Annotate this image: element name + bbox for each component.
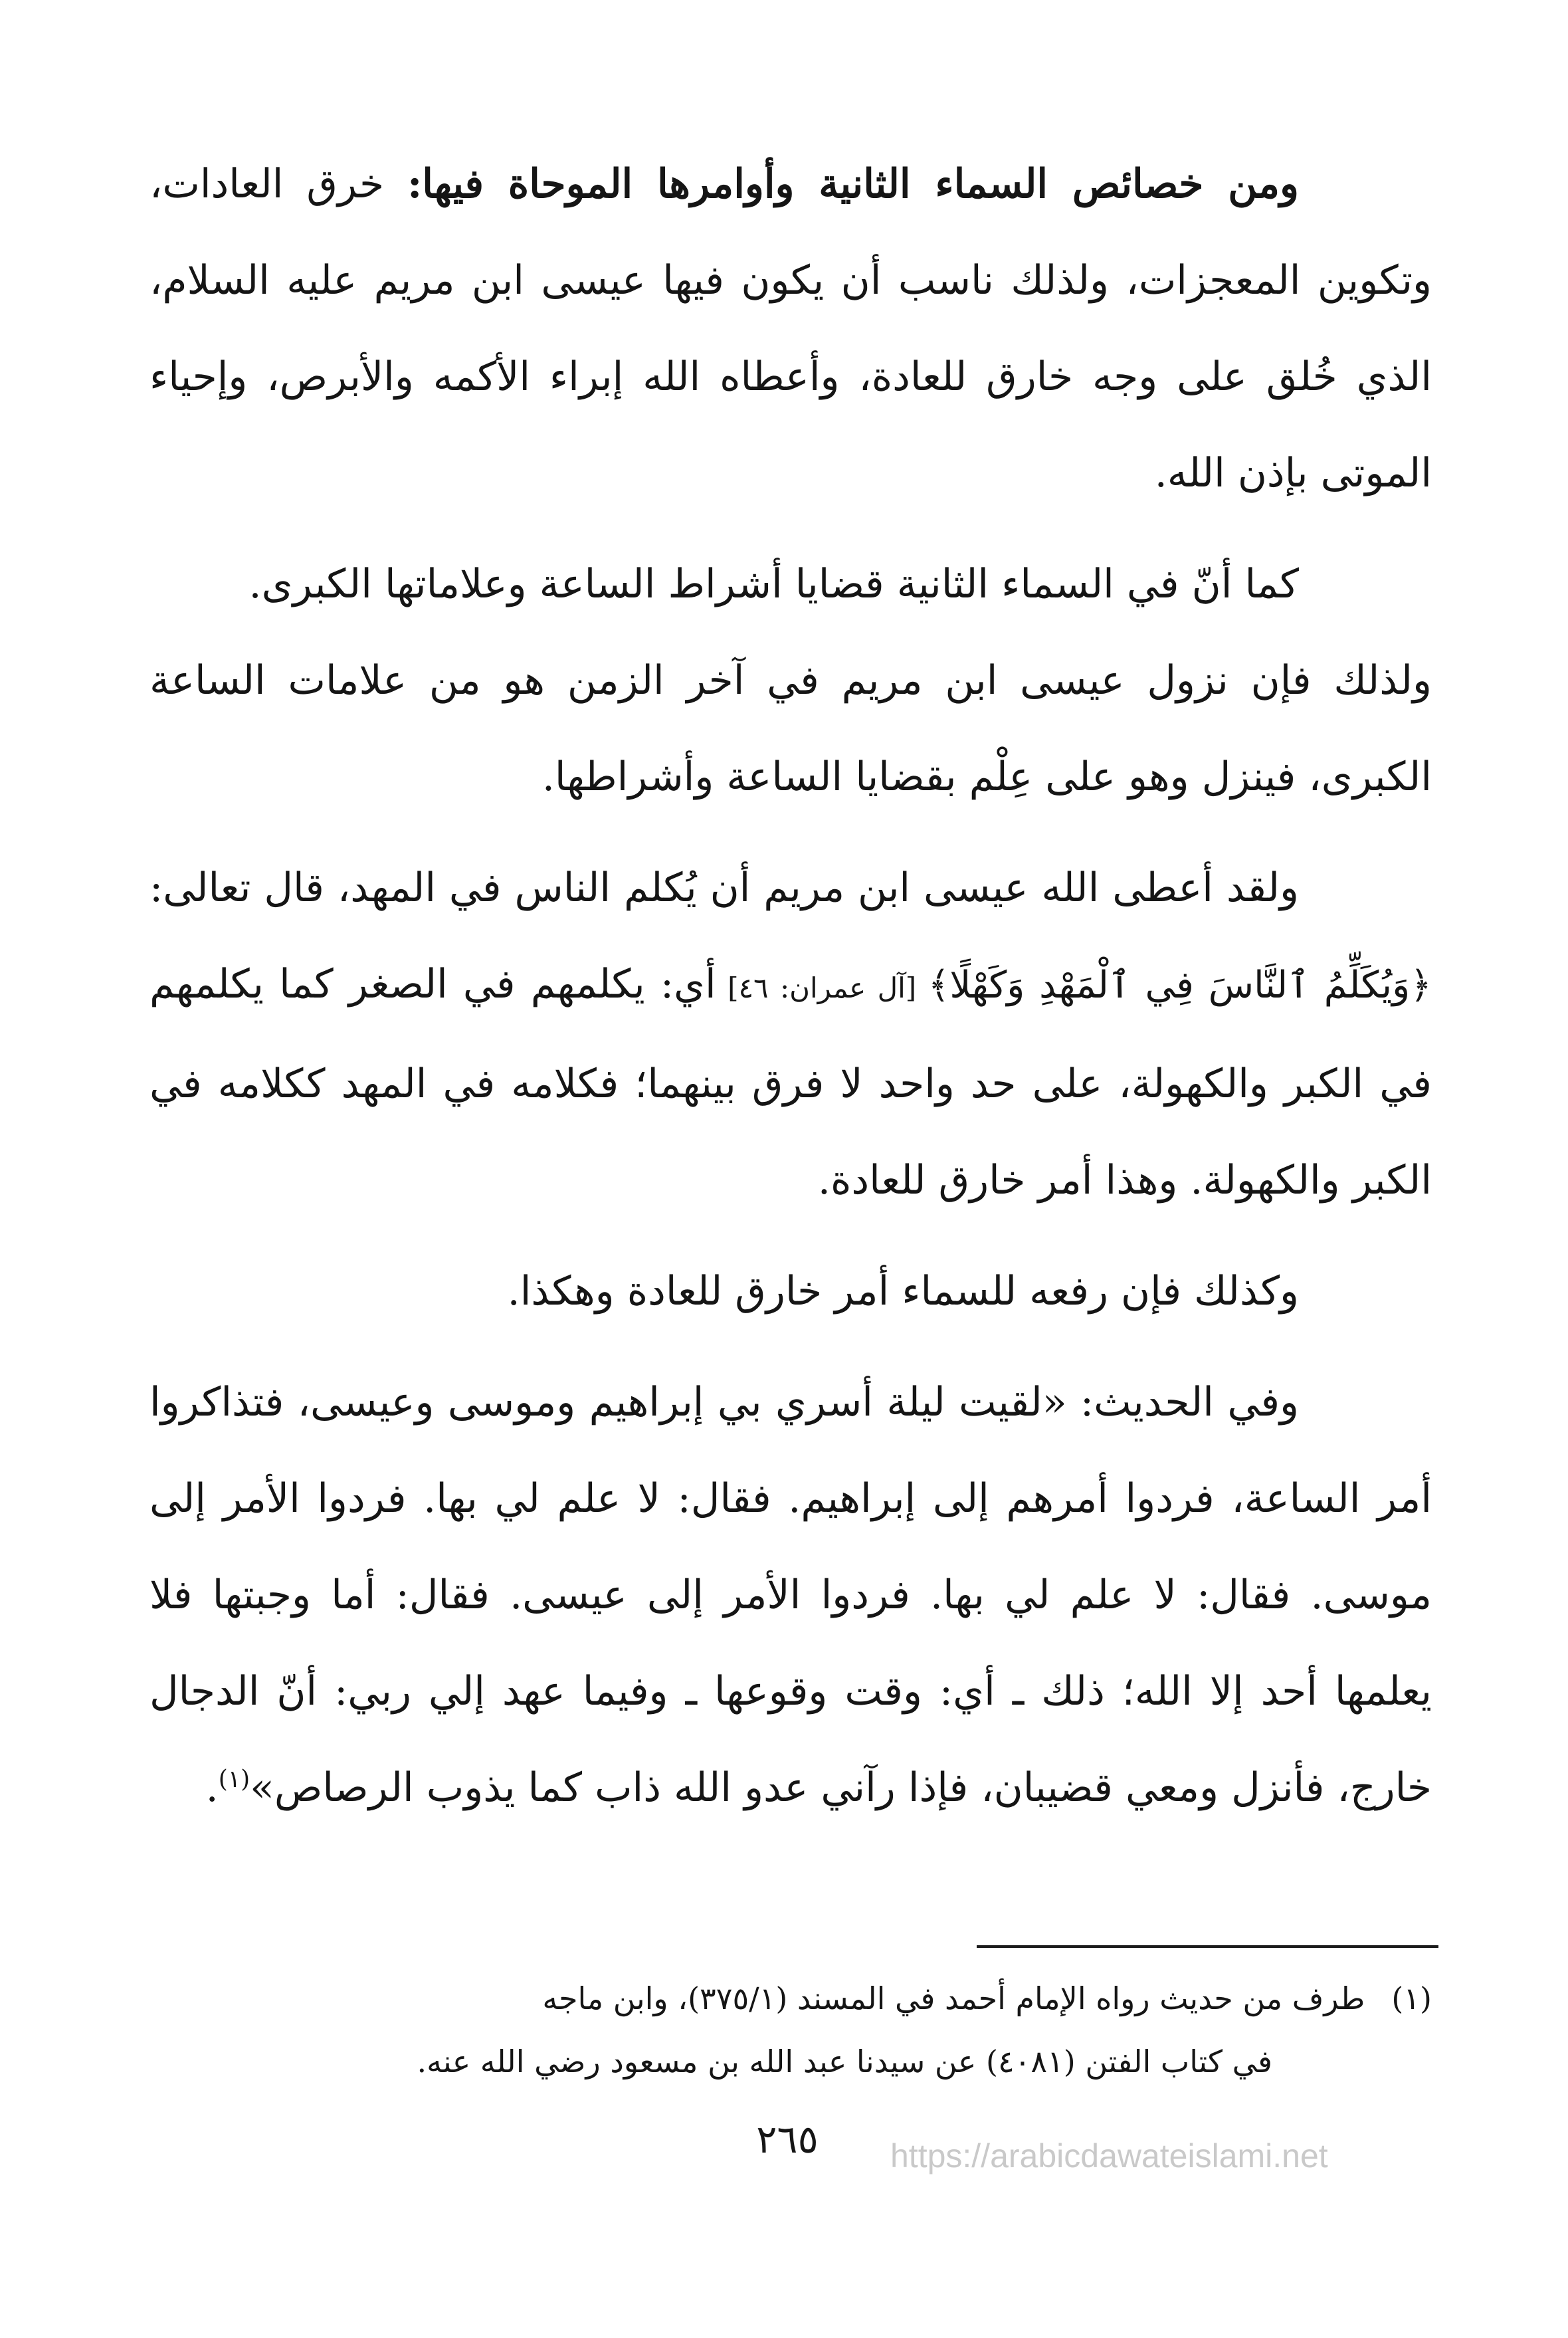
main-text [149, 136, 1432, 1851]
verse-reference: [آل عمران: ٤٦] [716, 972, 928, 1004]
paragraph-lead: ومن خصائص السماء الثانية وأوامرها الموحاة فيها: [407, 161, 1300, 207]
paragraph-hadith [149, 1354, 1432, 1836]
footnote-number: (١) [1391, 1980, 1432, 2016]
paragraph-signs-of-hour [149, 536, 1432, 825]
footnote-divider [977, 1945, 1438, 1948]
footnote-text-continued: في كتاب الفتن (٤٠٨١) عن سيدنا عبد الله بن مسعود رضي الله عنه. [417, 2044, 1272, 2079]
paragraph-text: ولقد أعطى الله عيسى ابن مريم أن يُكلم الناس في المهد، قال تعالى: [149, 865, 1299, 911]
page-number: ٢٦٥ [756, 2117, 819, 2162]
paragraph-end: . [205, 1764, 219, 1811]
paragraph-speaking-in-cradle [149, 840, 1432, 1229]
paragraph-text: أي: يكلمهم في الصغر كما يكلمهم في الكبر والكهولة، على حد واحد لا فرق بينهما؛ فكلامه في المهد ككلامه في الكبر والكهولة. وهذا أمر خارق للعادة. [149, 961, 1432, 1204]
paragraph-text: خرق العادات، وتكوين المعجزات، ولذلك ناسب أن يكون فيها عيسى ابن مريم عليه السلام، الذي خُلق على وجه خارق للعادة، وأعطاه الله إبراء الأكمه والأبرص، وإحياء الموتى بإذن الله. [149, 161, 1432, 496]
paragraph-text: كما أنّ في السماء الثانية قضايا أشراط الساعة وعلاماتها الكبرى. [248, 561, 1299, 607]
footnote-1 [149, 1967, 1432, 2093]
footnote-marker[interactable]: (١) [218, 1766, 250, 1793]
quran-verse: ﴿وَيُكَلِّمُ ٱلنَّاسَ فِي ٱلْمَهْدِ وَكَهْلًا﴾ [928, 964, 1432, 1007]
footnotes [149, 1967, 1432, 2093]
paragraph-text: وفي الحديث: «لقيت ليلة أسري بي إبراهيم وموسى وعيسى، فتذاكروا أمر الساعة، فردوا أمرهم إلى إبراهيم. فقال: لا علم لي بها. فردوا الأمر إلى موسى. فقال: لا علم لي بها. فردوا الأمر إلى عيسى. فقال: أما وجبتها فلا يعلمها أحد إلا الله؛ ذلك ـ أي: وقت وقوعها ـ وفيما عهد إلي ربي: أنّ الدجال خارج، فأنزل ومعي قضيبان، فإذا رآني عدو الله ذاب كما يذوب الرصاص» [149, 1379, 1432, 1811]
paragraph-text: وكذلك فإن رفعه للسماء أمر خارق للعادة وهكذا. [507, 1268, 1299, 1315]
paragraph-text: ولذلك فإن نزول عيسى ابن مريم في آخر الزمن هو من علامات الساعة الكبرى، فينزل وهو على عِلْم بقضايا الساعة وأشراطها. [149, 657, 1432, 800]
paragraph-second-heaven [149, 136, 1432, 522]
paragraph-ascension [149, 1243, 1432, 1340]
watermark-url: https://arabicdawateislami.net [890, 2137, 1328, 2175]
footnote-text: طرف من حديث رواه الإمام أحمد في المسند (٣٧٥/١)، وابن ماجه [542, 1980, 1365, 2016]
